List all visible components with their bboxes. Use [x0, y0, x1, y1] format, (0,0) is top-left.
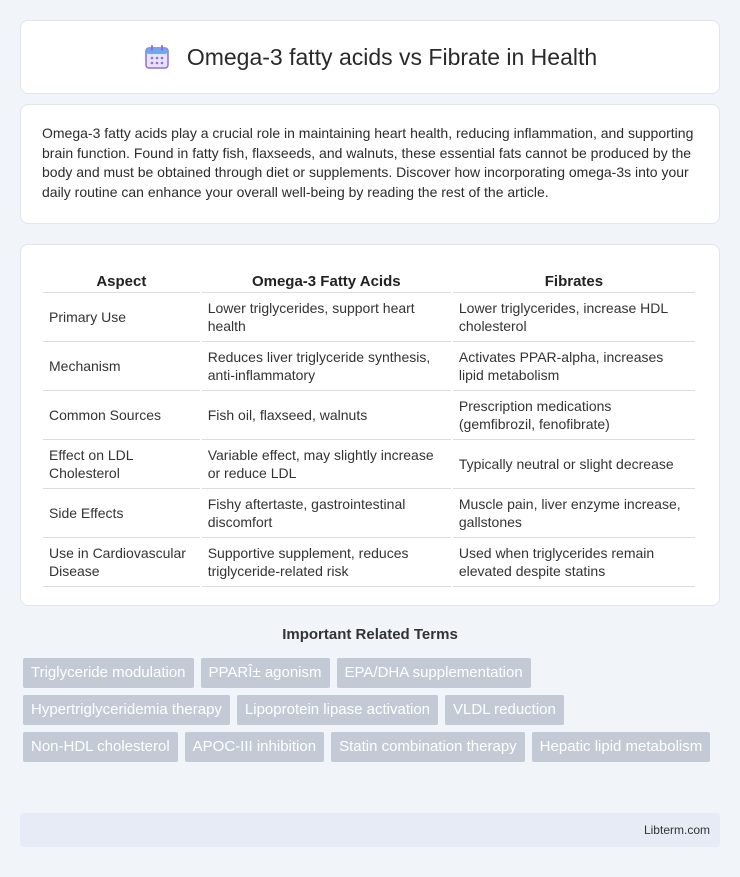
comparison-card	[20, 244, 720, 606]
term-tag[interactable]: APOC-III inhibition	[185, 732, 324, 762]
table-header-row	[43, 266, 695, 293]
intro-text: Omega-3 fatty acids play a crucial role in maintaining heart health, reducing inflammation, and supporting brain function. Found in fatty fish, flaxseeds, and walnuts, these essential fats cannot be produced by the body and must be obtained through diet or supplements. Discover how incorporating omega-3s into your daily routine can enhance your overall well-being by reading the rest of the article.	[42, 125, 694, 200]
table-cell: Muscle pain, liver enzyme increase, gallstones	[453, 489, 695, 538]
table-cell: Supportive supplement, reduces triglyceride-related risk	[202, 538, 451, 587]
term-tag[interactable]: EPA/DHA supplementation	[337, 658, 531, 688]
table-cell: Variable effect, may slightly increase or reduce LDL	[202, 440, 451, 489]
table-cell: Mechanism	[43, 342, 200, 391]
table-cell: Reduces liver triglyceride synthesis, anti-inflammatory	[202, 342, 451, 391]
term-tag[interactable]: Statin combination therapy	[331, 732, 525, 762]
calendar-icon	[143, 43, 171, 71]
comparison-table	[41, 266, 697, 587]
table-cell: Effect on LDL Cholesterol	[43, 440, 200, 489]
table-cell: Side Effects	[43, 489, 200, 538]
term-tag[interactable]: Triglyceride modulation	[23, 658, 194, 688]
table-row	[43, 293, 695, 342]
footer	[20, 813, 720, 847]
table-cell: Fishy aftertaste, gastrointestinal discomfort	[202, 489, 451, 538]
term-tag[interactable]: Hepatic lipid metabolism	[532, 732, 711, 762]
table-cell: Used when triglycerides remain elevated despite statins	[453, 538, 695, 587]
page-title: Omega-3 fatty acids vs Fibrate in Health	[186, 43, 598, 70]
term-tag[interactable]: VLDL reduction	[445, 695, 564, 725]
table-cell: Fish oil, flaxseed, walnuts	[202, 391, 451, 440]
title-wrap	[143, 43, 597, 71]
table-row	[43, 440, 695, 489]
table-cell: Typically neutral or slight decrease	[453, 440, 695, 489]
term-tag[interactable]: Lipoprotein lipase activation	[237, 695, 438, 725]
header-omega3: Omega-3 Fatty Acids	[202, 266, 451, 293]
table-row	[43, 391, 695, 440]
table-cell: Primary Use	[43, 293, 200, 342]
header-aspect: Aspect	[43, 266, 200, 293]
term-tag[interactable]: PPARÎ± agonism	[201, 658, 330, 688]
related-terms-list	[23, 658, 713, 762]
table-cell: Common Sources	[43, 391, 200, 440]
term-tag[interactable]: Hypertriglyceridemia therapy	[23, 695, 230, 725]
table-row	[43, 489, 695, 538]
table-cell: Lower triglycerides, support heart health	[202, 293, 451, 342]
table-row	[43, 538, 695, 587]
table-cell: Use in Cardiovascular Disease	[43, 538, 200, 587]
footer-site-link[interactable]: Libterm.com	[643, 823, 710, 837]
header-fibrates: Fibrates	[453, 266, 695, 293]
related-terms-title: Important Related Terms	[282, 626, 458, 643]
table-cell: Prescription medications (gemfibrozil, fenofibrate)	[453, 391, 695, 440]
intro-card	[20, 104, 720, 224]
table-row	[43, 342, 695, 391]
table-cell: Activates PPAR-alpha, increases lipid metabolism	[453, 342, 695, 391]
term-tag[interactable]: Non-HDL cholesterol	[23, 732, 178, 762]
table-cell: Lower triglycerides, increase HDL cholesterol	[453, 293, 695, 342]
header-card	[20, 20, 720, 94]
